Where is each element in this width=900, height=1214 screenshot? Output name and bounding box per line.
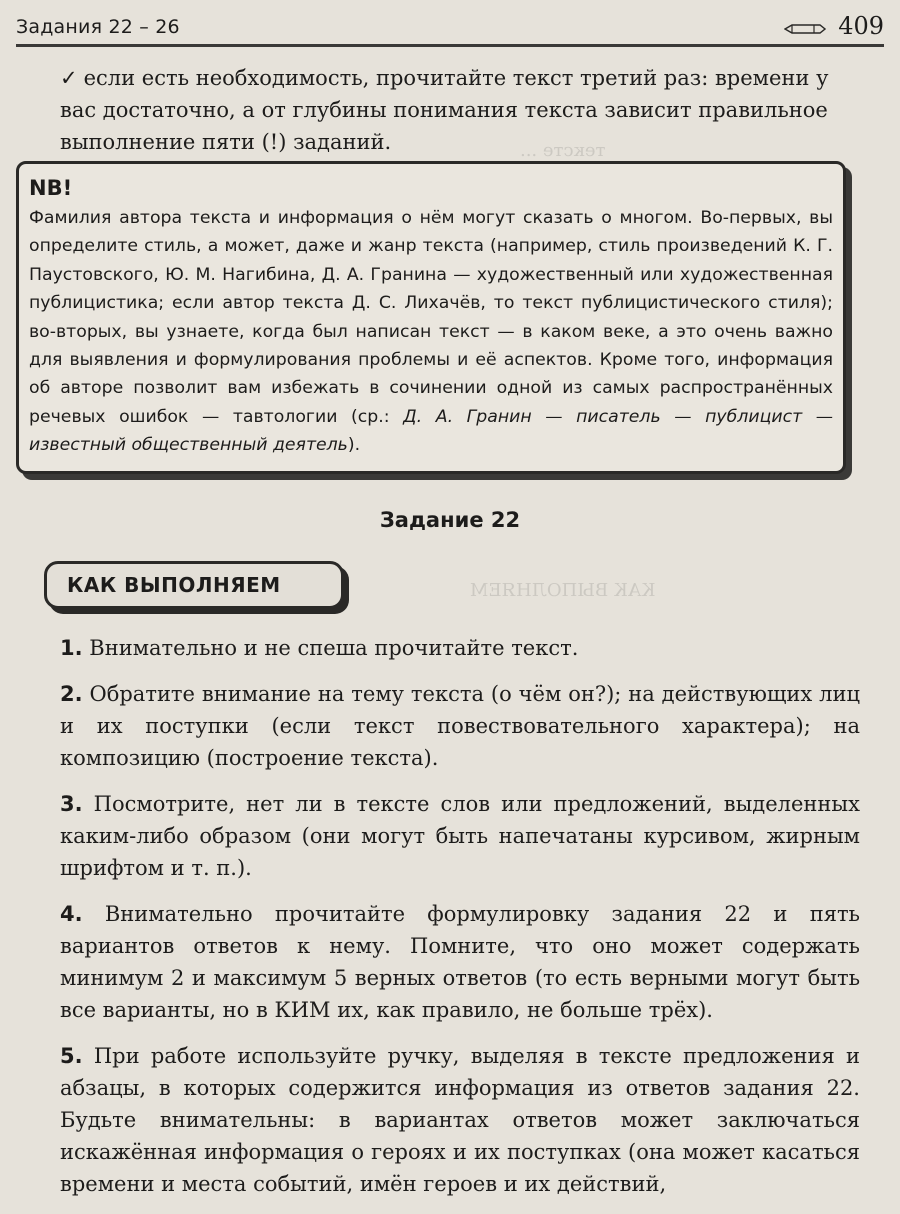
step-text: При работе используйте ручку, выделяя в тексте предложения и абзацы, в которых содержится информация из ответов задания 22. Будьте внимательны: в вариантах ответов может заключаться искажённая информация о героях и их поступках (она может касаться времени и места событий, имён героев и их действий,: [60, 1044, 860, 1196]
section-title: Задания 22 – 26: [16, 16, 180, 38]
step-item: [60, 678, 860, 774]
nb-title: NB!: [29, 176, 73, 200]
step-number: 2.: [60, 682, 83, 706]
step-text: Обратите внимание на тему текста (о чём он?); на действующих лиц и их поступки (если текст повествовательного характера); на композицию (построение текста).: [60, 682, 860, 770]
page-header: [16, 10, 884, 47]
nb-text: [29, 204, 833, 460]
step-number: 4.: [60, 902, 83, 926]
nb-text-main: Фамилия автора текста и информация о нём могут сказать о многом. Во-первых, вы определите стиль, а может, даже и жанр текста (например, стиль произведений К. Г. Паустовского, Ю. М. Нагибина, Д. А. Гранина — художественный или художественная публицистика; если автор текста Д. С. Лихачёв, то текст публицистического стиля); во-вторых, вы узнаете, когда был написан текст — в каком веке, а это очень важно для выявления и формулирования проблемы и её аспектов. Кроме того, информация об авторе позволит вам избежать в сочинении одной из самых распространённых речевых ошибок — тавтологии (ср.:: [29, 208, 833, 427]
step-item: [60, 898, 860, 1026]
nb-text-end: ).: [347, 435, 361, 456]
step-item: [60, 1040, 860, 1200]
step-text: Внимательно и не спеша прочитайте текст.: [89, 636, 579, 660]
how-to-label-box: [44, 561, 344, 609]
step-item: [60, 632, 860, 664]
how-to-label: КАК ВЫПОЛНЯЕМ: [67, 573, 281, 597]
check-mark-icon: ✓: [60, 66, 78, 90]
step-number: 3.: [60, 792, 83, 816]
steps-list: [60, 632, 860, 1214]
step-text: Посмотрите, нет ли в тексте слов или предложений, выделенных каким-либо образом (они могут быть напечатаны курсивом, жирным шрифтом и т. п.).: [60, 792, 860, 880]
step-number: 5.: [60, 1044, 83, 1068]
step-item: [60, 788, 860, 884]
step-text: Внимательно прочитайте формулировку задания 22 и пять вариантов ответов к нему. Помните, что оно может содержать минимум 2 и максимум 5 верных ответов (то есть верными могут быть все варианты, но в КИМ их, как правило, не больше трёх).: [60, 902, 860, 1022]
nb-italic-example: Д. А. Гранин — писатель — публицист — известный общественный деятель: [29, 406, 834, 456]
intro-text: если есть необходимость, прочитайте текст третий раз: времени у вас достаточно, а от глубины понимания текста зависит правильное выполнение пяти (!) заданий.: [60, 66, 829, 154]
nb-box: [16, 161, 846, 474]
intro-paragraph: [60, 62, 860, 158]
pen-icon: [784, 24, 826, 34]
page-number: 409: [838, 12, 884, 40]
task-title: Задание 22: [379, 508, 521, 532]
step-number: 1.: [60, 636, 83, 660]
